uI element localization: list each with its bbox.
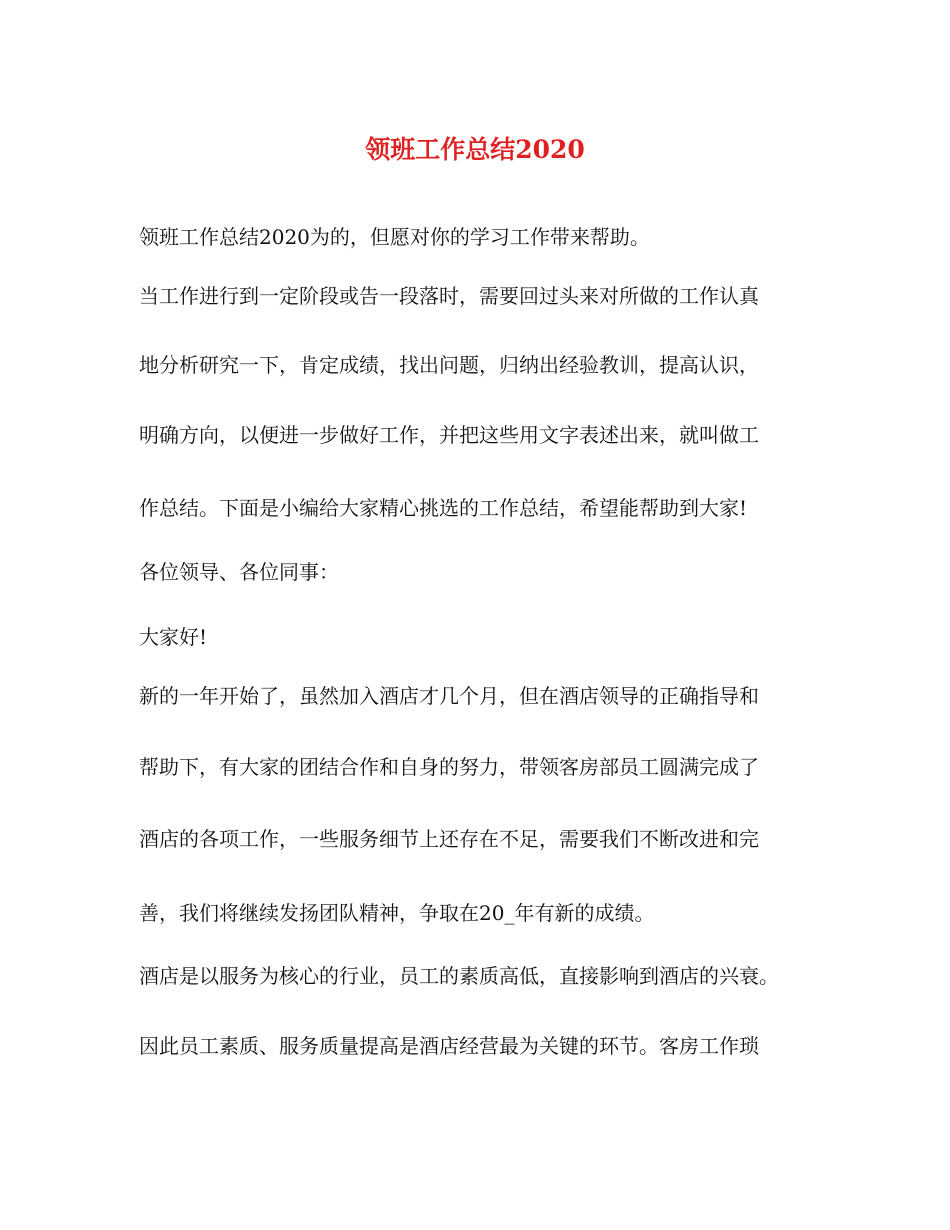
paragraph-line: 酒店的各项工作，一些服务细节上还存在不足，需要我们不断改进和完: [139, 827, 759, 851]
paragraph-line: 领班工作总结2020为的，但愿对你的学习工作带来帮助。: [139, 225, 650, 249]
paragraph-line: 当工作进行到一定阶段或告一段落时，需要回过头来对所做的工作认真: [139, 284, 759, 308]
paragraph-line: 酒店是以服务为核心的行业，员工的素质高低，直接影响到酒店的兴衰。: [139, 964, 779, 988]
greeting-line: 大家好!: [139, 625, 208, 649]
paragraph-line: 明确方向，以便进一步做好工作，并把这些用文字表述出来，就叫做工: [139, 423, 759, 447]
paragraph-line: 地分析研究一下，肯定成绩，找出问题，归纳出经验教训，提高认识，: [139, 353, 759, 377]
paragraph-line: 因此员工素质、服务质量提高是酒店经营最为关键的环节。客房工作琐: [139, 1034, 759, 1058]
paragraph-line: 善，我们将继续发扬团队精神，争取在20_年有新的成绩。: [139, 901, 655, 925]
paragraph-line: 作总结。下面是小编给大家精心挑选的工作总结，希望能帮助到大家!: [139, 496, 748, 520]
salutation-line: 各位领导、各位同事：: [139, 560, 339, 584]
paragraph-line: 帮助下，有大家的团结合作和自身的努力，带领客房部员工圆满完成了: [139, 755, 759, 779]
document-title: 领班工作总结2020: [365, 135, 585, 164]
paragraph-line: 新的一年开始了，虽然加入酒店才几个月，但在酒店领导的正确指导和: [139, 684, 759, 708]
